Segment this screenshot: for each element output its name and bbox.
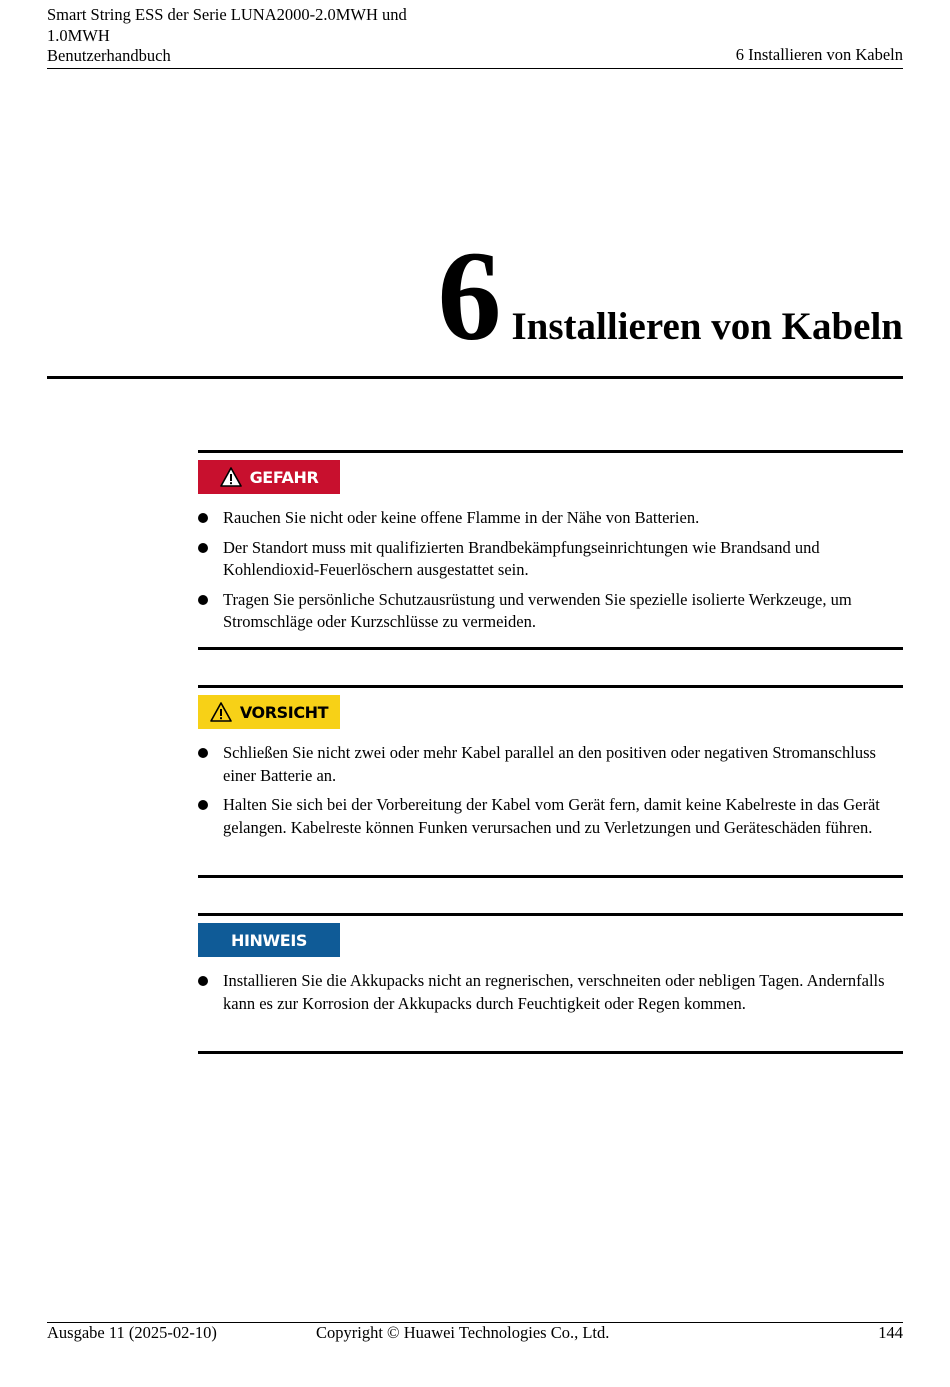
bullet-icon: [198, 748, 208, 758]
note-notice: [198, 913, 903, 1022]
bullet-icon: [198, 800, 208, 810]
page-number: 144: [878, 1323, 903, 1342]
note-badge: [198, 923, 340, 957]
warning-triangle-icon: [220, 467, 242, 487]
header-doc-title: [47, 5, 467, 67]
danger-list: [198, 507, 903, 634]
caution-label: VORSICHT: [239, 702, 329, 722]
list-item: Tragen Sie persönliche Schutzausrüstung und verwenden Sie spezielle isolierte Werkzeuge, um Stromschläge oder Kurzschlüsse zu vermeiden.: [198, 589, 903, 634]
bullet-icon: [198, 513, 208, 523]
warning-triangle-icon: [210, 702, 232, 722]
danger-badge: [198, 460, 340, 494]
caution-notice: [198, 685, 903, 846]
chapter-number: 6: [437, 225, 502, 367]
header-title-line1: Smart String ESS der Serie LUNA2000-2.0MWH und: [47, 5, 407, 24]
footer-copyright: Copyright © Huawei Technologies Co., Ltd.: [316, 1323, 610, 1342]
header-section: 6 Installieren von Kabeln: [735, 45, 903, 64]
danger-notice: [198, 450, 903, 641]
bullet-icon: [198, 543, 208, 553]
chapter-title: Installieren von Kabeln: [511, 305, 903, 348]
bullet-icon: [198, 976, 208, 986]
page-footer: [47, 1323, 903, 1343]
caution-badge: [198, 695, 340, 729]
page-header: [47, 5, 903, 67]
bullet-icon: [198, 595, 208, 605]
caution-notice-bottom-rule: [198, 875, 903, 878]
list-item: Installieren Sie die Akkupacks nicht an regnerischen, verschneiten oder nebligen Tagen. Andernfalls kann es zur Korrosion der Akkupacks durch Feuchtigkeit oder Regen kommen.: [198, 970, 903, 1015]
list-item: Rauchen Sie nicht oder keine offene Flamme in der Nähe von Batterien.: [198, 507, 903, 530]
note-list: [198, 970, 903, 1015]
note-notice-bottom-rule: [198, 1051, 903, 1054]
chapter-divider: [47, 376, 903, 379]
footer-edition: Ausgabe 11 (2025-02-10): [47, 1323, 217, 1342]
header-subtitle: Benutzerhandbuch: [47, 46, 171, 65]
notice-top-rule: [198, 450, 903, 453]
header-divider: [47, 68, 903, 69]
notice-top-rule: [198, 685, 903, 688]
list-item: Halten Sie sich bei der Vorbereitung der Kabel vom Gerät fern, damit keine Kabelreste in das Gerät gelangen. Kabelreste können Funken verursachen und zu Verletzungen und Geräteschäden führen.: [198, 794, 903, 839]
note-label: HINWEIS: [231, 930, 307, 950]
list-item: Schließen Sie nicht zwei oder mehr Kabel parallel an den positiven oder negativen Stromanschluss einer Batterie an.: [198, 742, 903, 787]
list-item: Der Standort muss mit qualifizierten Brandbekämpfungseinrichtungen wie Brandsand und Kohlendioxid-Feuerlöschern ausgestattet sein.: [198, 537, 903, 582]
notice-top-rule: [198, 913, 903, 916]
chapter-heading: [437, 225, 903, 367]
header-title-line2: 1.0MWH: [47, 25, 110, 45]
danger-label: GEFAHR: [249, 467, 319, 487]
caution-list: [198, 742, 903, 839]
danger-notice-bottom-rule: [198, 647, 903, 650]
